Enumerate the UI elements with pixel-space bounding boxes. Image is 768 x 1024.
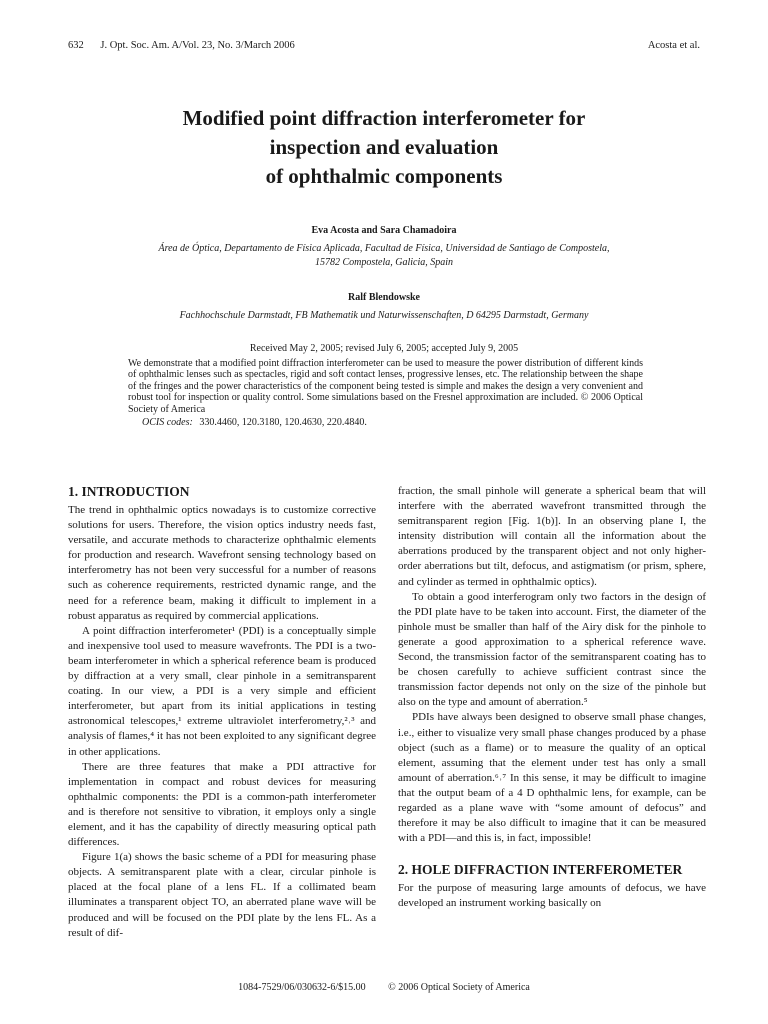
paragraph: PDIs have always been designed to observe small phase changes, i.e., either to visualize very small phase changes produced by a phase object (such as a flame) or to measure the quality of an optical element, assuming that the element under test has only a small amount of aberration.⁶˒⁷ In this sense, it may be difficult to imagine that the output beam of a 4 D ophthalmic lens, for example, can be regarded as a plane wave with “some amount of defocus” and therefore it may be also difficult to imagine that it can be measured with a PDI—and this is, in fact, impossible! [398, 711, 706, 845]
authors-group-2: Ralf Blendowske [348, 292, 420, 303]
paper-title [0, 104, 768, 191]
paragraph: To obtain a good interferogram only two factors in the design of the PDI plate have to be taken into account. First, the diameter of the pinhole must be smaller than half of the Airy disk for the pinhole to generate a good approximation to a spherical reference wave. Second, the transmission factor of the semitransparent coating has to be chosen carefully to achieve sufficient contrast since the transmission factor depends not only on the size of the pinhole but also on the type and amount of aberration.⁵ [398, 590, 706, 709]
footer-code: 1084-7529/06/030632-6/$15.00 [238, 982, 366, 993]
author-short: Acosta et al. [647, 40, 700, 51]
title-line: of ophthalmic components [265, 164, 503, 188]
affiliation-2: Fachhochschule Darmstadt, FB Mathematik und Naturwissenschaften, D 64295 Darmstadt, Germany [179, 310, 589, 321]
page-number: 632 [68, 40, 84, 51]
paragraph: There are three features that make a PDI attractive for implementation in compact and robust devices for measuring ophthalmic components: the PDI is a common-path interferometer and is therefore not sensitive to vibration, it employs only a single element, and it has the capability of directly measuring optical path differences. [68, 760, 376, 849]
affiliation-line: Área de Óptica, Departamento de Física Aplicada, Facultad de Física, Universidad de Santiago de Compostela, [158, 243, 610, 254]
paragraph: The trend in ophthalmic optics nowadays is to customize corrective solutions for users. Therefore, the vision optics industry needs fast, versatile, and accurate methods to characterize ophthalmic elements for production and research. Wavefront sensing technology based on interferometry has not been very successful for a number of reasons such as coherence requirements, restricted dynamic range, and the need for a reference beam, making it difficult to implement in a robust apparatus as required by commercial applications. [68, 504, 376, 622]
received-dates: Received May 2, 2005; revised July 6, 2005; accepted July 9, 2005 [249, 343, 519, 354]
paragraph: For the purpose of measuring large amounts of defocus, we have developed an instrument working basically on [398, 882, 706, 910]
ocis-codes [142, 417, 367, 428]
page-footer [0, 982, 768, 993]
affiliation-line: 15782 Compostela, Galicia, Spain [314, 256, 454, 268]
left-column [68, 484, 376, 941]
paragraph: fraction, the small pinhole will generate a spherical beam that will interfere with the aberrated wavefront transmitted through the semitransparent region [Fig. 1(b)]. In an observing plane I, the intensity distribution will contain all the information about the aberrations produced by the transparent object and not only higher-order aberrations but tilt, defocus, and astigmatism (or prism, sphere, and cylinder as termed in ophthalmic optics). [398, 485, 706, 588]
footer-copyright: © 2006 Optical Society of America [388, 982, 530, 993]
section-heading: 2. HOLE DIFFRACTION INTERFEROMETER [398, 862, 683, 878]
paragraph: A point diffraction interferometer¹ (PDI) is a conceptually simple and inexpensive tool used to measure wavefronts. The PDI is a two-beam interferometer in which a spherical reference beam is produced by diffraction at a very small, clear pinhole in a semitransparent coating. In our view, a PDI is a very simple and efficient interferometer, but apart from its initial applications in testing astronomical telescopes,¹ extreme ultraviolet interferometry,²˒³ and analysis of flames,⁴ it has not been exploited to any significant degree in other applications. [68, 624, 376, 758]
title-line: Modified point diffraction interferometer for [182, 106, 586, 130]
ocis-values: 330.4460, 120.3180, 120.4630, 220.4840. [199, 417, 367, 428]
right-column [398, 484, 706, 911]
running-head-left [68, 40, 309, 51]
running-head [68, 40, 700, 51]
ocis-label: OCIS codes: [142, 417, 193, 428]
authors-group-1: Eva Acosta and Sara Chamadoira [311, 225, 457, 236]
affiliation-1 [60, 242, 708, 269]
abstract: We demonstrate that a modified point diffraction interferometer can be used to measure the power distribution of different kinds of ophthalmic lenses such as spectacles, rigid and soft contact lenses, progressive lenses, etc. The relationship between the shape of the fringes and the power characteristics of the component being tested is simple and makes the design a very convenient and robust tool for inspection or quality control. Some simulations based on the Fresnel approximation are included. © 2006 Optical Society of America [128, 358, 643, 415]
section-heading: 1. INTRODUCTION [68, 484, 190, 499]
journal-citation: J. Opt. Soc. Am. A/Vol. 23, No. 3/March 2006 [100, 40, 295, 51]
paragraph: Figure 1(a) shows the basic scheme of a PDI for measuring phase objects. A semitransparent plate with a clear, circular pinhole is placed at the focal plane of a lens FL. If a collimated beam illuminates a transparent object TO, an aberrated plane wave will be produced and will be focused on the PDI plate by the lens FL. As a result of dif- [68, 851, 376, 939]
title-line: inspection and evaluation [269, 135, 499, 159]
